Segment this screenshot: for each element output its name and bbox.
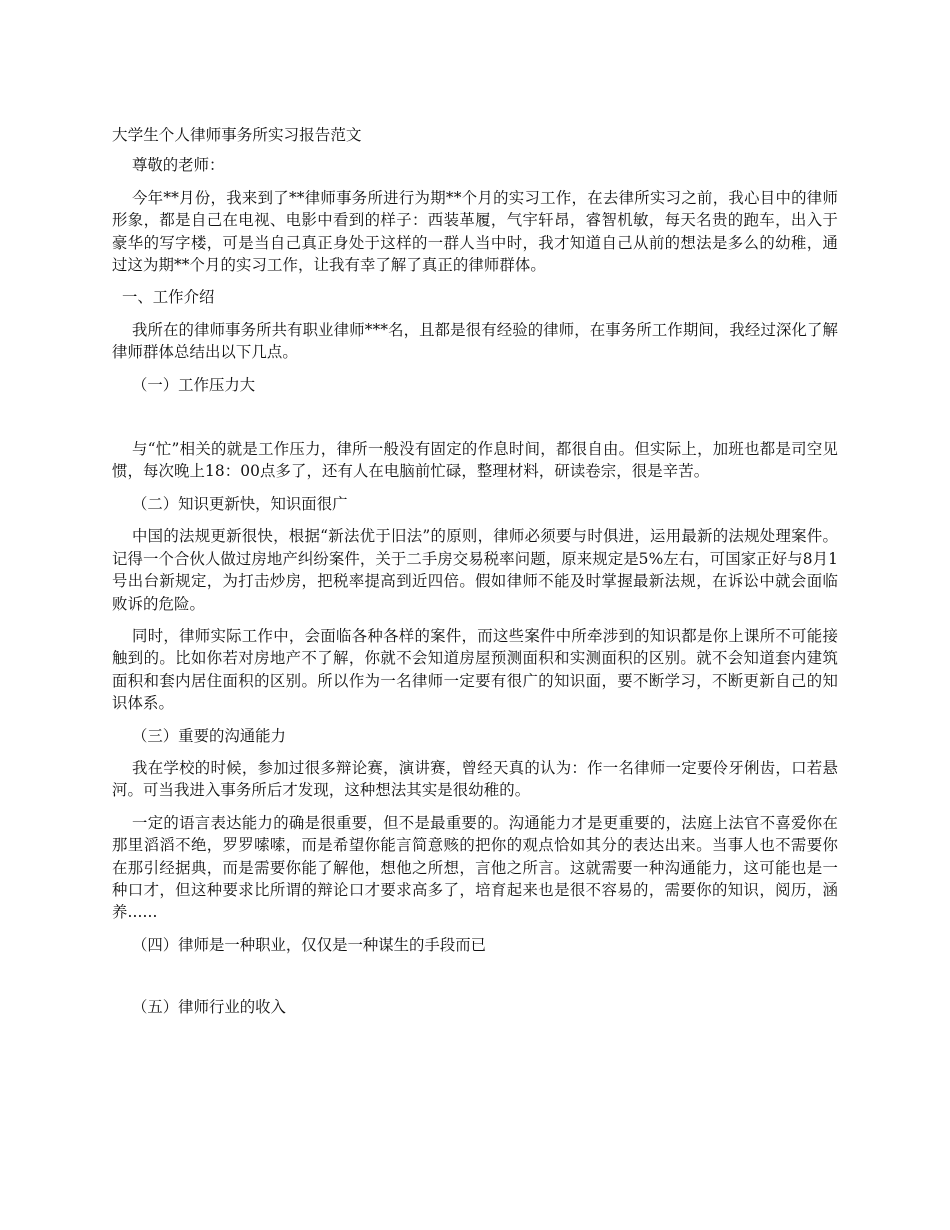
communication-paragraph-1: 我在学校的时候，参加过很多辩论赛，演讲赛，曾经天真的认为：作一名律师一定要伶牙俐齿，口若悬河。可当我进入事务所后才发现，这种想法其实是很幼稚的。 bbox=[112, 758, 838, 800]
subheading-lawyer-profession: （四）律师是一种职业，仅仅是一种谋生的手段而已 bbox=[132, 935, 486, 954]
document-title: 大学生个人律师事务所实习报告范文 bbox=[112, 126, 362, 144]
work-pressure-paragraph: 与“忙”相关的就是工作压力，律所一般没有固定的作息时间，都很自由。但实际上，加班也都是司空见惯，每次晚上18：00点多了，还有人在电脑前忙碌，整理材料，研读卷宗，很是辛苦。 bbox=[112, 440, 838, 481]
subheading-lawyer-income: （五）律师行业的收入 bbox=[132, 998, 286, 1017]
subheading-knowledge-update: （二）知识更新快，知识面很广 bbox=[132, 494, 348, 513]
blank-space bbox=[112, 406, 838, 438]
knowledge-update-paragraph-1: 中国的法规更新很快，根据“新法优于旧法”的原则，律师必须要与时俱进，运用最新的法规处理案件。记得一个合伙人做过房地产纠纷案件，关于二手房交易税率问题，原来规定是5%左右，可国家正好与8月1号出台新规定，为打击炒房，把税率提高到近四倍。假如律师不能及时掌握最新法规，在诉讼中就会面临败诉的危险。 bbox=[112, 527, 838, 613]
section-heading-work-intro: 一、工作介绍 bbox=[122, 288, 215, 307]
blank-space bbox=[112, 966, 838, 996]
subheading-work-pressure: （一）工作压力大 bbox=[132, 375, 256, 394]
subheading-communication: （三）重要的沟通能力 bbox=[132, 726, 286, 745]
communication-paragraph-2: 一定的语言表达能力的确是很重要，但不是最重要的。沟通能力才是更重要的，法庭上法官不喜爱你在那里滔滔不绝，罗罗嗦嗦，而是希望你能言简意赅的把你的观点恰如其分的表达出来。当事人也不需要你在那引经据典，而是需要你能了解他，想他之所想，言他之所言。这就需要一种沟通能力，这可能也是一种口才，但这种要求比所谓的辩论口才要求高多了，培育起来也是很不容易的，需要你的知识，阅历，涵养...... bbox=[112, 813, 838, 922]
intro-paragraph: 今年**月份，我来到了**律师事务所进行为期**个月的实习工作，在去律所实习之前，我心目中的律师形象，都是自己在电视、电影中看到的样子：西装革履，气宇轩昂，睿智机敏，每天名贵的跑车，出入于豪华的写字楼，可是当自己真正身处于这样的一群人当中时，我才知道自己从前的想法是多么的幼稚，通过这为期**个月的实习工作，让我有幸了解了真正的律师群体。 bbox=[112, 188, 838, 275]
document-page bbox=[112, 124, 838, 1029]
knowledge-update-paragraph-2: 同时，律师实际工作中，会面临各种各样的案件，而这些案件中所牵涉到的知识都是你上课所不可能接触到的。比如你若对房地产不了解，你就不会知道房屋预测面积和实测面积的区别。就不会知道套内建筑面积和套内居住面积的区别。所以作为一名律师一定要有很广的知识面，要不断学习，不断更新自己的知识体系。 bbox=[112, 626, 838, 713]
salutation: 尊敬的老师： bbox=[132, 156, 225, 175]
section-work-intro-paragraph: 我所在的律师事务所共有职业律师***名，且都是很有经验的律师，在事务所工作期间，我经过深化了解律师群体总结出以下几点。 bbox=[112, 320, 838, 362]
